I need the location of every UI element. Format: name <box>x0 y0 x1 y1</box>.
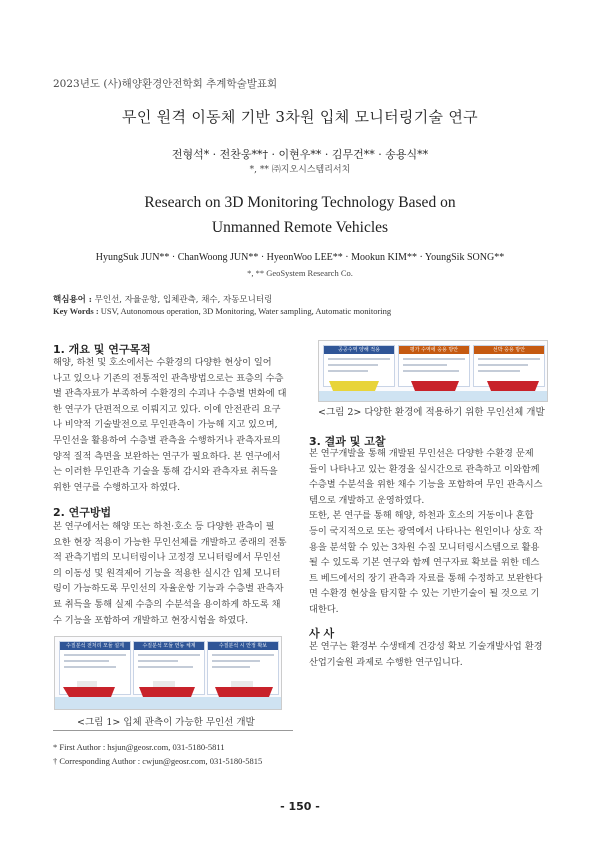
keywords-english-label: Key Words : <box>53 306 99 316</box>
section-2-body <box>53 519 293 628</box>
s2-line: 료 취득을 통해 실제 수층의 수분석을 용이하게 하도록 채 <box>53 598 281 610</box>
s3-line: 용을 분석할 수 있는 3차원 수질 모니터링시스템으로 활용 <box>309 541 540 553</box>
s3-line: 등이 국지적으로 또는 광역에서 나타나는 원인이나 상호 작 <box>309 525 543 537</box>
ack-line: 본 연구는 환경부 수생태계 건강성 확보 기술개발사업 환경 <box>309 641 543 652</box>
s1-line: 무인선을 활용하여 수층별 관측을 수행하거나 관측자료의 <box>53 434 281 446</box>
s1-line: 위한 연구를 수행하고자 하였다. <box>53 481 181 493</box>
s3-line: 들이 나타나고 있는 환경을 실시간으로 관측하고 이와함께 <box>309 463 540 475</box>
figure-2-caption: <그림 2> 다양한 환경에 적용하기 위한 무인선체 개발 <box>318 407 545 418</box>
s3-line: 면 수환경 현상을 탐지할 수 있는 기반기술이 될 것으로 기 <box>309 588 540 600</box>
s3-line: 트 베드에서의 장기 관측과 자료를 통해 수정하고 보완한다 <box>309 572 543 584</box>
section-2-title: 2. 연구방법 <box>53 506 112 519</box>
section-1-title: 1. 개요 및 연구목적 <box>53 343 151 356</box>
s1-line: 별 관측자료가 부족하여 수환경의 수괴나 수층별 변화에 대 <box>53 388 287 400</box>
section-3-title: 3. 결과 및 고찰 <box>309 435 386 448</box>
page-number: - 150 - <box>280 800 320 813</box>
panel-header: 선박 응용 방안 <box>474 346 544 354</box>
footnote-first-author: * First Author : hsjun@geosr.com, 031-5180-5811 <box>53 742 225 752</box>
s2-line: 의 이동성 및 원격제어 기능을 적용한 실시간 입체 모니터 <box>53 567 281 579</box>
s1-line: 나 비약적 기술발전으로 무인관측이 가능해 지고 있으며, <box>53 419 278 431</box>
s1-line: 양적 질적 측면을 보완하는 연구가 필요하다. 본 연구에서 <box>53 450 281 462</box>
section-1-body <box>53 355 293 495</box>
s2-line: 본 연구에서는 해양 또는 하천·호소 등 다양한 관측이 필 <box>53 521 275 532</box>
keywords-english <box>53 306 391 316</box>
usv-illustration <box>319 341 547 401</box>
s3-line: 대한다. <box>309 603 339 615</box>
panel-header: 평가 수역에 응용 방안 <box>399 346 469 354</box>
authors-english: HyungSuk JUN** · ChanWoong JUN** · HyeonWoo LEE** · Mookun KIM** · YoungSik SONG** <box>95 252 505 263</box>
figure-1-image <box>54 636 282 710</box>
ack-line: 산업기술원 과제로 수행한 연구입니다. <box>309 656 463 668</box>
keywords-english-text: USV, Autonomous operation, 3D Monitoring, Water sampling, Automatic monitoring <box>98 306 392 316</box>
figure-2-image <box>318 340 548 402</box>
s3-line: 템으로 개발하고 운영하였다. <box>309 494 425 506</box>
s3-line: 수층별 수분석을 위한 채수 기능을 포함하여 무인 관측시스 <box>309 479 543 491</box>
paper-title-english <box>0 190 600 240</box>
s2-line: 수 기능을 포함하여 개발하고 현장시험을 하였다. <box>53 614 249 626</box>
keywords-korean <box>53 293 272 305</box>
panel-header: 수질분석 전처리 모듈 설계 <box>60 642 130 650</box>
s1-line: 나고 있으나 기존의 전통적인 관측방법으로는 표층의 수층 <box>53 372 284 384</box>
boat-illustration <box>55 637 281 709</box>
acknowledgment-body <box>309 639 549 670</box>
s2-line: 적 관측기법의 모니터링이나 고정경 모니터링에서 무인선 <box>53 552 281 564</box>
conference-header: 2023년도 (사)해양환경안전학회 추계학술발표회 <box>53 78 278 90</box>
keywords-korean-label: 핵심용어 : <box>53 295 92 305</box>
figure-1-caption: <그림 1> 입체 관측이 가능한 무인선 개발 <box>77 717 255 728</box>
s1-line: 해양, 하천 및 호소에서는 수환경의 다양한 현상이 일어 <box>53 357 272 368</box>
acknowledgment-title: 사 사 <box>309 627 335 640</box>
s2-line: 요한 현장 적용이 가능한 무인선체를 개발하고 종래의 전통 <box>53 536 287 548</box>
footnote-divider <box>53 730 293 731</box>
paper-title-korean: 무인 원격 이동체 기반 3차원 입체 모니터링기술 연구 <box>122 108 478 126</box>
section-3-body <box>309 446 549 618</box>
s3-line: 본 연구개발을 통해 개발된 무인선은 다양한 수환경 문제 <box>309 448 534 459</box>
s2-line: 링이 가능하도록 무인선의 자율운항 기능과 수층별 관측자 <box>53 583 284 595</box>
footnote-corresponding-author: † Corresponding Author : cwjun@geosr.com, 031-5180-5815 <box>53 756 263 766</box>
authors-korean: 전형석* · 전찬웅**† · 이현우** · 김무건** · 송용식** <box>171 148 429 161</box>
s1-line: 한 연구가 단편적으로 이뤄지고 있다. 이에 안전관리 요구 <box>53 403 281 415</box>
keywords-korean-text: 무인선, 자율운항, 입체관측, 채수, 자동모니터링 <box>91 295 273 305</box>
affiliation-korean: *, ** ㈜지오시스템리서치 <box>249 165 351 175</box>
s3-line: 될 수 있도록 기본 연구와 함께 연구자료 확보를 위한 데스 <box>309 557 540 569</box>
s1-line: 는 이러한 무인관측 기술을 통해 감시와 관측자료 취득을 <box>53 466 278 478</box>
panel-header: 공공수역 양해 적용 <box>324 346 394 354</box>
panel-header: 수질분석 모듈 연동 체계 <box>134 642 204 650</box>
title-en-line-1: Research on 3D Monitoring Technology Based on <box>144 194 456 211</box>
s3-line: 또한, 본 연구를 통해 해양, 하천과 호소의 거동이나 혼합 <box>309 510 534 522</box>
affiliation-english: *, ** GeoSystem Research Co. <box>247 268 353 278</box>
panel-header: 수질분석 시 안정 확보 <box>208 642 278 650</box>
title-en-line-2: Unmanned Remote Vehicles <box>211 219 389 236</box>
